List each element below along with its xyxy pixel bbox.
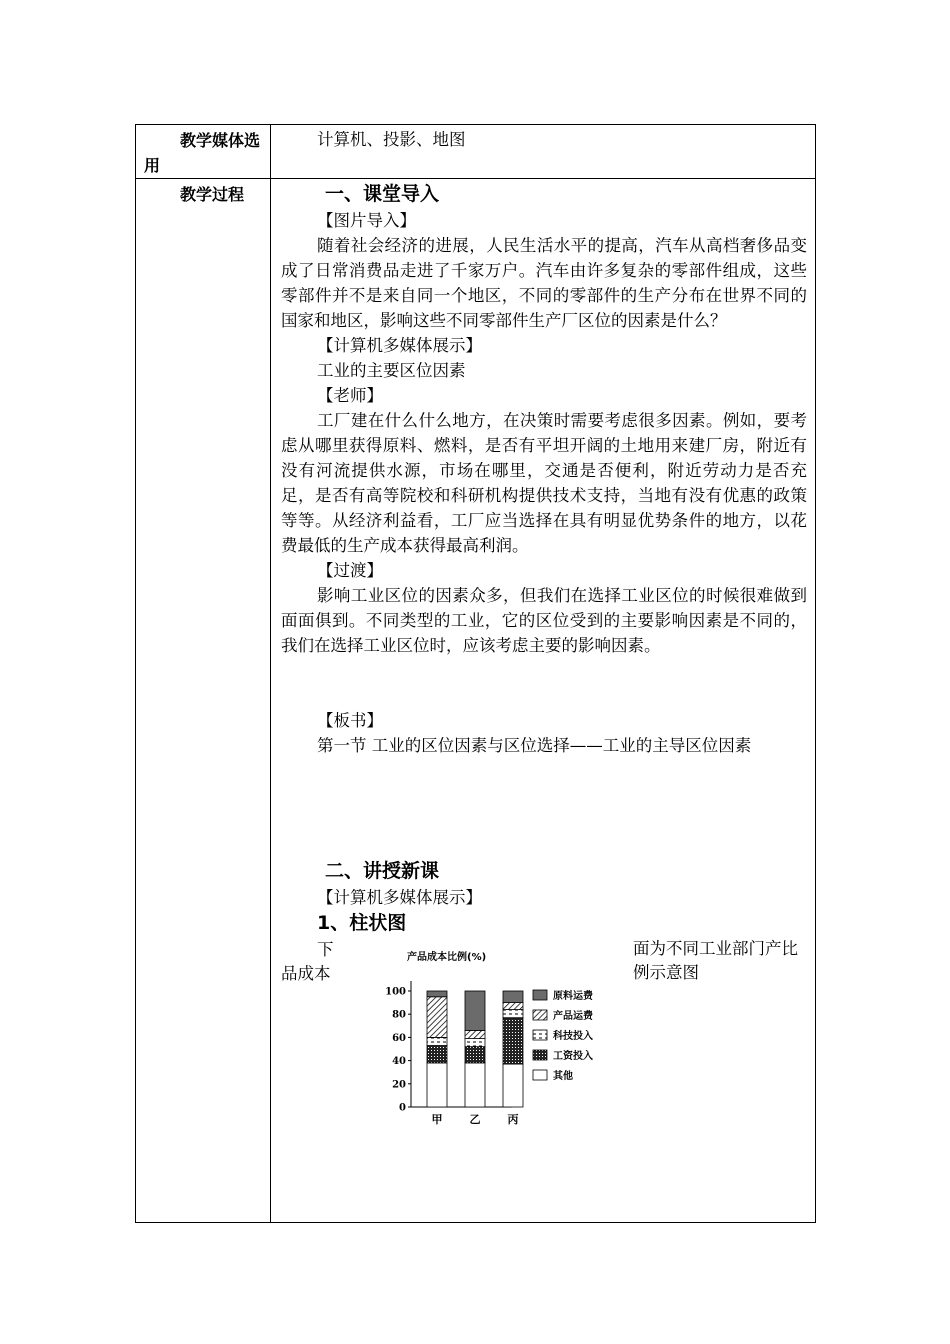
legend-label: 原料运费 xyxy=(553,991,593,1002)
legend-label: 其他 xyxy=(553,1071,573,1082)
image-intro-text: 随着社会经济的进展，人民生活水平的提高，汽车从高档奢侈品变成了日常消费品走进了千家万户。汽车由许多复杂的零部件组成，这些零部件并不是来自同一个地区，不同的零部件的生产分布在世界不同的国家和地区，影响这些不同零部件生产厂区位的因素是什么？ xyxy=(281,236,807,330)
bar-segment xyxy=(503,1010,523,1018)
board-text: 第一节 工业的区位因素与区位选择——工业的主导区位因素 xyxy=(317,736,752,755)
bar-segment xyxy=(427,1063,447,1107)
bar-segment xyxy=(465,1030,485,1038)
lesson-plan-table xyxy=(135,124,816,1223)
transition-text: 影响工业区位的因素众多，但我们在选择工业区位的时候很难做到面面俱到。不同类型的工业，它的区位受到的主要影响因素是不同的，我们在选择工业区位时，应该考虑主要的影响因素。 xyxy=(281,586,807,655)
label-teaching-process: 教学过程 xyxy=(136,179,271,1223)
media-tag: 【计算机多媒体展示】 xyxy=(317,336,482,355)
label-media-selection: 教学媒体选用 xyxy=(136,125,271,179)
bar-segment xyxy=(465,1047,485,1063)
caption-left-1: 下 xyxy=(317,940,334,959)
y-tick-label: 80 xyxy=(392,1009,406,1021)
section2-media-tag: 【计算机多媒体展示】 xyxy=(317,888,482,907)
legend-swatch xyxy=(533,1070,547,1080)
image-intro-tag: 【图片导入】 xyxy=(317,211,416,230)
media-text: 工业的主要区位因素 xyxy=(317,361,466,380)
caption-right: 面为不同工业部门产比例示意图 xyxy=(633,939,798,982)
category-label: 丙 xyxy=(507,1113,519,1126)
legend-swatch xyxy=(533,1050,547,1060)
category-label: 甲 xyxy=(431,1113,443,1126)
legend-label: 产品运费 xyxy=(553,1011,593,1022)
bar-segment xyxy=(465,1063,485,1107)
category-label: 乙 xyxy=(469,1113,481,1126)
section2-heading: 二、讲授新课 xyxy=(325,860,440,882)
bar-segment xyxy=(503,991,523,1003)
teacher-tag: 【老师】 xyxy=(317,386,383,405)
row-process xyxy=(136,179,816,1223)
bar-segment xyxy=(465,991,485,1030)
y-tick-label: 20 xyxy=(392,1079,406,1091)
bar-segment xyxy=(503,1018,523,1064)
legend-swatch xyxy=(533,990,547,1000)
transition-tag: 【过渡】 xyxy=(317,561,383,580)
bar-segment xyxy=(427,991,447,997)
spacer xyxy=(281,658,807,708)
bar-segment xyxy=(427,997,447,1038)
media-list: 计算机、投影、地图 xyxy=(317,130,466,149)
bar-segment xyxy=(503,1003,523,1010)
teacher-text: 工厂建在什么什么地方，在决策时需要考虑很多因素。例如，要考虑从哪里获得原料、燃料，是否有平坦开阔的土地用来建厂房，附近有没有河流提供水源，市场在哪里，交通是否便利，附近劳动力是否充足，是否有高等院校和科研机构提供技术支持，当地有没有优惠的政策等等。从经济利益看，工厂应当选择在具有明显优势条件的地方，以花费最低的生产成本获得最高利润。 xyxy=(281,411,807,555)
legend-label: 科技投入 xyxy=(553,1031,593,1042)
caption-left-2: 品成本 xyxy=(281,964,331,983)
y-tick-label: 60 xyxy=(392,1032,406,1044)
spacer xyxy=(281,758,807,858)
y-tick-label: 40 xyxy=(392,1056,406,1068)
chart-row xyxy=(281,937,807,1132)
section1-heading: 一、课堂导入 xyxy=(325,183,440,205)
y-tick-label: 0 xyxy=(399,1102,406,1114)
legend-swatch xyxy=(533,1030,547,1040)
bar-chart-heading: 1、柱状图 xyxy=(317,912,407,934)
cost-ratio-bar-chart xyxy=(377,948,627,1132)
y-axis-label: 产品成本比例(%) xyxy=(407,952,487,963)
y-tick-label: 100 xyxy=(385,986,406,998)
bar-segment xyxy=(503,1064,523,1107)
bar-segment xyxy=(427,1046,447,1063)
board-tag: 【板书】 xyxy=(317,711,383,730)
row-media xyxy=(136,125,816,179)
legend-label: 工资投入 xyxy=(553,1051,593,1062)
content-teaching-process xyxy=(271,179,816,1223)
bar-segment xyxy=(427,1037,447,1045)
bar-segment xyxy=(465,1039,485,1047)
legend-swatch xyxy=(533,1010,547,1020)
content-media-selection xyxy=(271,125,816,179)
